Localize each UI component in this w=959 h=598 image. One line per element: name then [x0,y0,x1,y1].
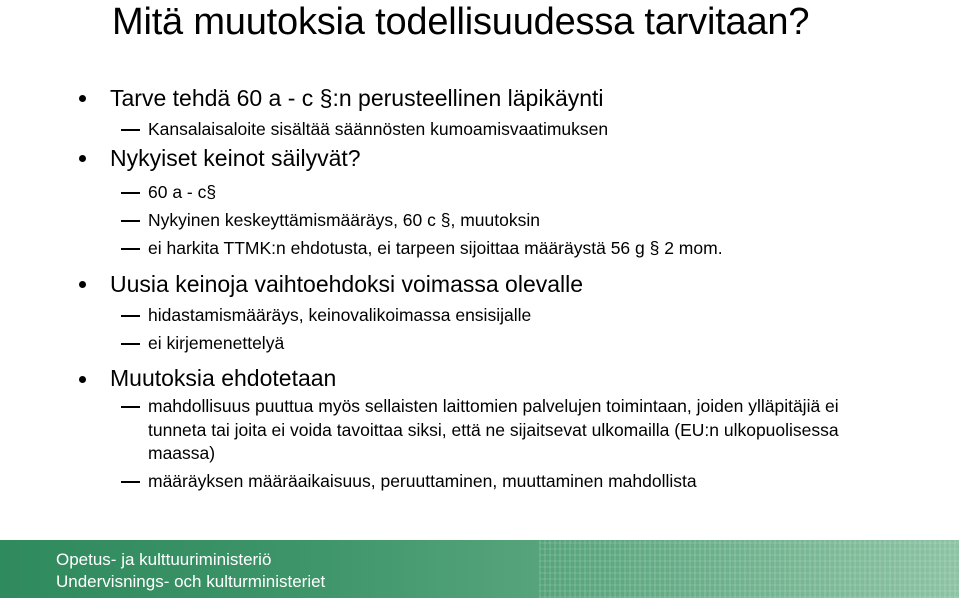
ministry-footer-banner [0,540,959,598]
slide-title: Mitä muutoksia todellisuudessa tarvitaan? [112,1,810,43]
bullet-text: Kansalaisaloite sisältää säännösten kumoamisvaatimuksen [148,119,609,139]
bullet-text: hidastamismääräys, keinovalikoimassa ensisijalle [148,305,532,325]
bullet-text: Tarve tehdä 60 a - c §:n perusteellinen läpikäynti [110,85,604,111]
bullet-text: Nykyiset keinot säilyvät? [110,145,361,171]
dash-icon [121,315,140,317]
bullet-dot-icon [79,281,86,288]
bullet-text: Uusia keinoja vaihtoehdoksi voimassa olevalle [110,271,584,297]
bullet-text: mahdollisuus puuttua myös sellaisten laittomien palvelujen toimintaan, joiden ylläpitäjiä ei tunneta tai joita ei voida tavoittaa siksi, että ne sijaitsevat ulkomailla (EU:n ulkopuolisessa maassa) [148,396,839,463]
dash-icon [121,220,140,222]
bullet-dot-icon [79,95,86,102]
dash-icon [121,248,140,250]
bullet-dot-icon [79,376,86,383]
bullet-text: 60 a - c§ [148,182,217,202]
dash-icon [121,192,140,194]
footer-ministry-name-sv: Undervisnings- och kulturministeriet [56,572,326,591]
dash-icon [121,129,140,131]
footer-pattern [539,540,959,598]
bullet-text: ei harkita TTMK:n ehdotusta, ei tarpeen sijoittaa määräystä 56 g § 2 mom. [148,238,723,258]
bullet-dot-icon [79,155,86,162]
bullet-text: Muutoksia ehdotetaan [110,365,337,391]
bullet-text: Nykyinen keskeyttämismääräys, 60 c §, muutoksin [148,210,540,230]
dash-icon [121,481,140,483]
dash-icon [121,406,140,408]
bullet-text: ei kirjemenettelyä [148,333,285,353]
bullet-text: määräyksen määräaikaisuus, peruuttaminen, muuttaminen mahdollista [148,471,697,491]
footer-ministry-name-fi: Opetus- ja kulttuuriministeriö [56,550,272,569]
dash-icon [121,343,140,345]
